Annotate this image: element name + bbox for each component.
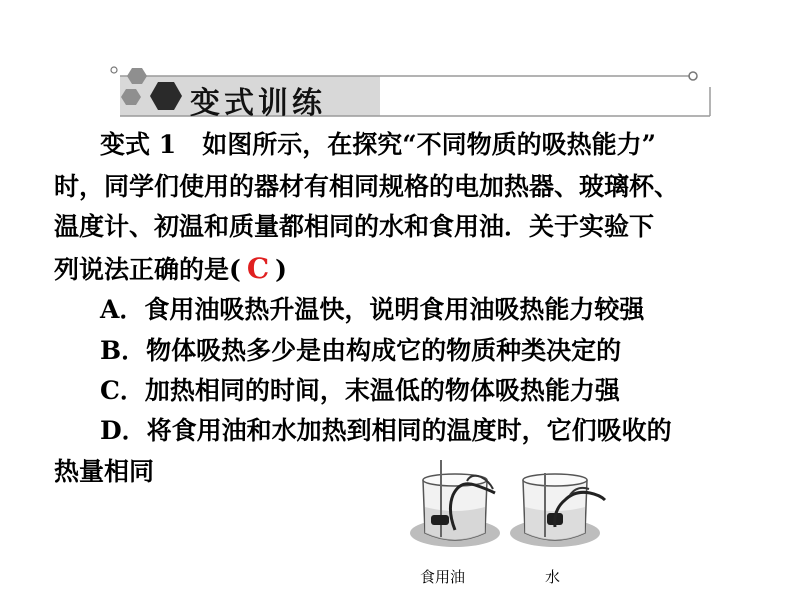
- caption-oil: 食用油: [420, 568, 466, 586]
- option-b: B．物体吸热多少是由构成它的物质种类决定的: [100, 336, 622, 365]
- option-a: A．食用油吸热升温快，说明食用油吸热能力较强: [100, 295, 645, 324]
- oil-beaker: [410, 460, 500, 547]
- question-label: 变式 1: [100, 130, 177, 159]
- question-line-4: [54, 254, 287, 285]
- question-paren-close: ): [275, 255, 287, 284]
- option-c: C．加热相同的时间，末温低的物体吸热能力强: [100, 376, 620, 405]
- question-text-1: 如图所示，在探究“不同物质的吸热能力”: [202, 130, 656, 159]
- option-d: D．将食用油和水加热到相同的温度时，它们吸收的: [100, 416, 672, 445]
- banner-title: 变式训练: [190, 86, 326, 121]
- option-d-continued: 热量相同: [54, 457, 155, 486]
- answer-mark: C: [246, 252, 270, 285]
- question-line-3: 温度计、初温和质量都相同的水和食用油．关于实验下: [54, 212, 655, 241]
- question-line-1: [100, 130, 656, 160]
- water-beaker: [510, 473, 605, 547]
- caption-water: 水: [545, 568, 561, 586]
- question-line-2: 时，同学们使用的器材有相同规格的电加热器、玻璃杯、: [54, 172, 680, 201]
- question-text-4: 列说法正确的是(: [54, 255, 241, 284]
